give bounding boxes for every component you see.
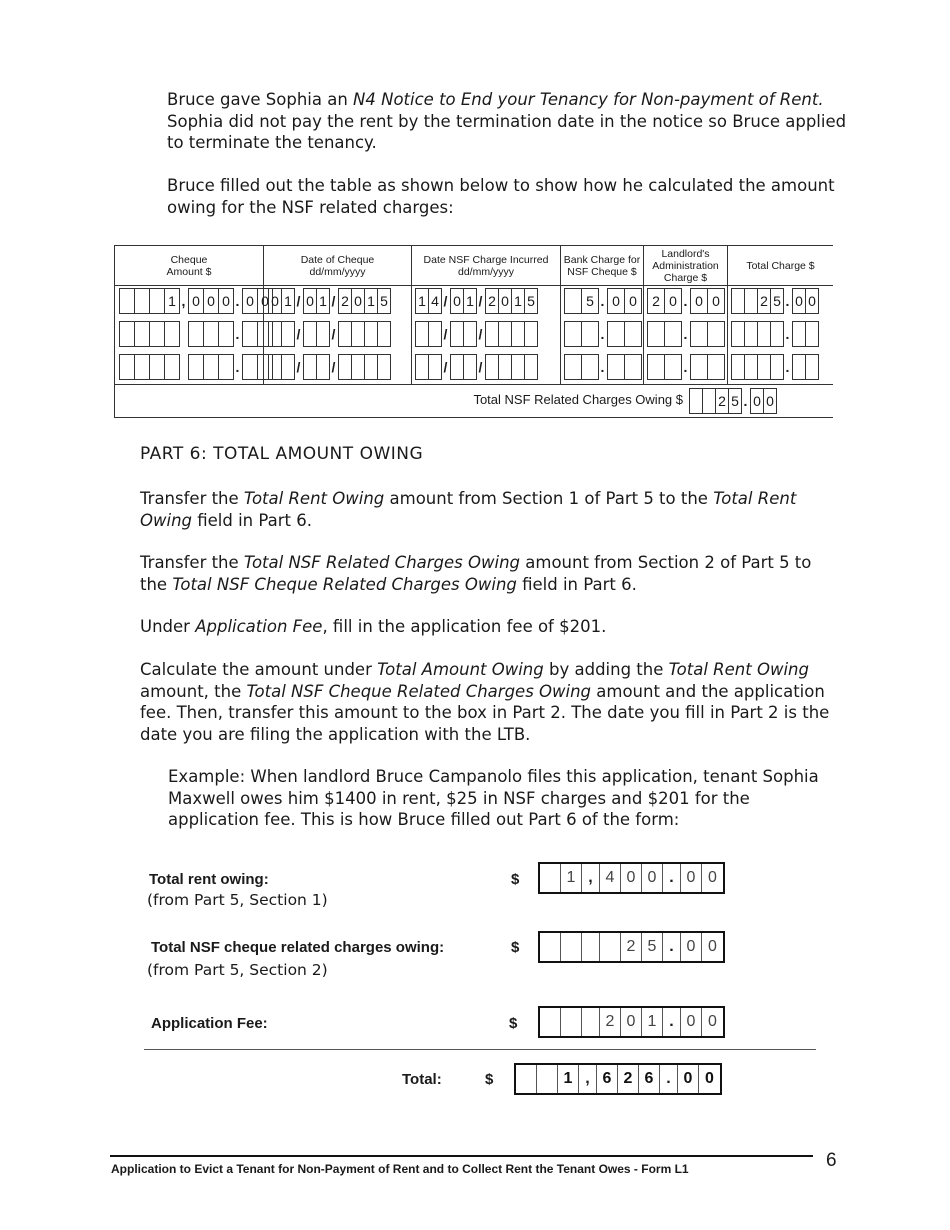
date-of-cheque-digit-box[interactable]: [377, 354, 391, 380]
admin-charge-digit-box[interactable]: 0: [690, 288, 708, 314]
rent-owing-digit-box[interactable]: [540, 864, 561, 892]
total-amount-digit-box[interactable]: [516, 1065, 537, 1093]
bank-charge-digit-box[interactable]: [624, 354, 642, 380]
nsf-row-3-admin-charge[interactable]: [647, 354, 724, 380]
application-fee-separator: [582, 1008, 600, 1036]
rent-owing-digit-box[interactable]: 0: [681, 864, 702, 892]
part6-paragraph-4: Calculate the amount under Total Amount Owing by adding the Total Rent Owing amount, the Total NSF Cheque Related Charges Owing amount and the application fee. Then, transfer this amount to the box in Part 2. The date you fill in Part 2 is the date you are filing the application with the LTB.: [140, 660, 830, 744]
cheque-amount-digit-box[interactable]: 0: [203, 288, 219, 314]
admin-charge-digit-box[interactable]: [690, 321, 708, 347]
rent-dollar-sign: $: [511, 871, 520, 888]
total-charge-separator: .: [785, 293, 790, 309]
admin-charge-digit-box[interactable]: [664, 354, 682, 380]
date-of-cheque-digit-box[interactable]: [281, 354, 295, 380]
bank-charge-digit-box[interactable]: [607, 354, 625, 380]
total-charge-separator: .: [785, 359, 790, 375]
nsf-row-1-total-charge[interactable]: [731, 288, 818, 314]
intro-text: Bruce gave Sophia an: [167, 90, 354, 109]
application-fee-label: Application Fee:: [151, 1015, 268, 1032]
intro-paragraph-1: [167, 89, 847, 154]
date-nsf-charge-digit-box[interactable]: [428, 321, 442, 347]
bank-charge-digit-box[interactable]: [624, 321, 642, 347]
admin-charge-digit-box[interactable]: 2: [647, 288, 665, 314]
bank-charge-separator: .: [600, 293, 605, 309]
rent-owing-digit-box[interactable]: 0: [621, 864, 642, 892]
part6-paragraph-1: Transfer the Total Rent Owing amount from Section 1 of Part 5 to the Total Rent Owing field in Part 6.: [140, 489, 797, 530]
date-of-cheque-digit-box[interactable]: 0: [351, 288, 365, 314]
total-amount-digit-box[interactable]: [537, 1065, 558, 1093]
part6-paragraph-3: Under Application Fee, fill in the application fee of $201.: [140, 617, 607, 636]
cheque-amount-digit-box[interactable]: 0: [257, 288, 273, 314]
header-date-of-cheque: Date of Cheque dd/mm/yyyy: [264, 246, 412, 286]
date-nsf-charge-digit-box[interactable]: [463, 354, 477, 380]
date-of-cheque-separator: /: [296, 359, 301, 375]
bank-charge-digit-box[interactable]: [607, 321, 625, 347]
total-charge-separator: .: [785, 326, 790, 342]
date-of-cheque-digit-box[interactable]: [377, 321, 391, 347]
rent-owing-digit-box[interactable]: 0: [642, 864, 663, 892]
bank-charge-digit-box[interactable]: [581, 321, 599, 347]
nsf-owing-digit-box[interactable]: [561, 933, 582, 961]
date-nsf-charge-digit-box[interactable]: 0: [498, 288, 512, 314]
total-label: Total:: [402, 1071, 442, 1088]
date-of-cheque-digit-box[interactable]: [351, 354, 365, 380]
cheque-amount-digit-box[interactable]: [203, 321, 219, 347]
date-of-cheque-digit-box[interactable]: [351, 321, 365, 347]
admin-charge-digit-box[interactable]: [647, 354, 665, 380]
example-paragraph: Example: When landlord Bruce Campanolo files this application, tenant Sophia Maxwell owes him $1400 in rent, $25 in NSF charges and $201 for the application fee. This is how Bruce filled out Part 6 of the form:: [168, 767, 819, 829]
bank-charge-separator: .: [600, 326, 605, 342]
date-nsf-charge-digit-box[interactable]: [415, 321, 429, 347]
total-amount-digit-box[interactable]: 0: [705, 1070, 714, 1087]
nsf-owing-separator: .: [663, 933, 681, 961]
application-fee-separator: .: [663, 1008, 681, 1036]
cheque-amount-digit-box[interactable]: [134, 288, 150, 314]
cheque-amount-digit-box[interactable]: [218, 321, 234, 347]
date-nsf-charge-digit-box[interactable]: [524, 321, 538, 347]
cheque-amount-separator: [179, 354, 188, 380]
date-of-cheque-digit-box[interactable]: 5: [377, 288, 391, 314]
cheque-amount-digit-box[interactable]: [134, 354, 150, 380]
cheque-amount-digit-box[interactable]: [188, 321, 204, 347]
nsf-row-1-date-nsf-charge[interactable]: [415, 288, 537, 314]
nsf-charges-table: [114, 245, 833, 418]
cheque-amount-digit-box[interactable]: [188, 354, 204, 380]
total-amount-separator: ,: [579, 1065, 597, 1093]
nsf-row-3-date-nsf-charge[interactable]: [415, 354, 537, 380]
rent-owing-separator: ,: [582, 864, 600, 892]
date-nsf-charge-digit-box[interactable]: [511, 321, 525, 347]
admin-charge-digit-box[interactable]: 0: [707, 288, 725, 314]
total-charge-digit-box[interactable]: 0: [792, 288, 806, 314]
total-nsf-separator: .: [743, 393, 748, 409]
total-nsf-digit-box[interactable]: 0: [750, 388, 764, 414]
admin-charge-digit-box[interactable]: 0: [664, 288, 682, 314]
nsf-row-2-admin-charge[interactable]: [647, 321, 724, 347]
date-nsf-charge-separator: /: [443, 326, 448, 342]
nsf-owing-digit-box[interactable]: 5: [642, 933, 663, 961]
total-amount-digit-box[interactable]: 2: [618, 1065, 639, 1093]
total-nsf-label: Total NSF Related Charges Owing $: [473, 392, 683, 407]
rent-owing-label: Total rent owing:: [149, 871, 269, 888]
date-nsf-charge-digit-box[interactable]: [524, 354, 538, 380]
date-of-cheque-digit-box[interactable]: [338, 321, 352, 347]
date-nsf-charge-digit-box[interactable]: [511, 354, 525, 380]
rent-owing-digit-box[interactable]: 4: [600, 864, 621, 892]
date-nsf-charge-digit-box[interactable]: [463, 321, 477, 347]
fee-dollar-sign: $: [509, 1015, 518, 1032]
cheque-amount-digit-box[interactable]: [119, 354, 135, 380]
nsf-row-1-date-of-cheque[interactable]: [268, 288, 390, 314]
nsf-row-3-date-of-cheque[interactable]: [268, 354, 390, 380]
nsf-owing-sublabel: (from Part 5, Section 2): [147, 961, 328, 979]
total-charge-digit-box[interactable]: [731, 321, 745, 347]
bank-charge-digit-box[interactable]: [564, 354, 582, 380]
nsf-row-3-bank-charge[interactable]: [564, 354, 641, 380]
date-of-cheque-digit-box[interactable]: 1: [316, 288, 330, 314]
total-nsf-digit-box[interactable]: [689, 388, 703, 414]
date-nsf-charge-digit-box[interactable]: [428, 354, 442, 380]
date-of-cheque-digit-box[interactable]: [303, 321, 317, 347]
admin-charge-separator: .: [683, 359, 688, 375]
date-nsf-charge-digit-box[interactable]: [485, 354, 499, 380]
date-of-cheque-digit-box[interactable]: 2: [338, 288, 352, 314]
header-total-charge: Total Charge $: [728, 246, 833, 286]
total-charge-digit-box[interactable]: [805, 321, 819, 347]
nsf-dollar-sign: $: [511, 939, 520, 956]
date-nsf-charge-digit-box[interactable]: 1: [415, 288, 429, 314]
total-amount-digit-box[interactable]: 0: [678, 1065, 699, 1093]
total-nsf-digit-box[interactable]: 0: [763, 388, 777, 414]
cheque-amount-digit-box[interactable]: 0: [188, 288, 204, 314]
cheque-amount-digit-box[interactable]: [164, 354, 180, 380]
total-amount-digit-box[interactable]: 6: [597, 1065, 618, 1093]
date-nsf-charge-digit-box[interactable]: [450, 321, 464, 347]
cheque-amount-digit-box[interactable]: [203, 354, 219, 380]
date-nsf-charge-separator: /: [478, 359, 483, 375]
cheque-amount-digit-box[interactable]: [164, 321, 180, 347]
date-nsf-charge-digit-box[interactable]: 1: [463, 288, 477, 314]
header-cheque-amount: Cheque Amount $: [115, 246, 264, 286]
cheque-amount-digit-box[interactable]: 0: [218, 288, 234, 314]
total-charge-digit-box[interactable]: [770, 321, 784, 347]
cheque-amount-digit-box[interactable]: 1: [164, 288, 180, 314]
nsf-owing-digit-box[interactable]: 0: [681, 933, 702, 961]
cheque-amount-digit-box[interactable]: [242, 321, 258, 347]
bank-charge-digit-box[interactable]: 5: [581, 288, 599, 314]
nsf-row-2-cheque-amount[interactable]: [119, 321, 272, 347]
total-charge-digit-box[interactable]: [731, 354, 745, 380]
cheque-amount-digit-box[interactable]: [134, 321, 150, 347]
date-of-cheque-digit-box[interactable]: [338, 354, 352, 380]
date-nsf-charge-separator: /: [478, 326, 483, 342]
nsf-row-1-bank-charge[interactable]: [564, 288, 641, 314]
header-bank-charge: Bank Charge for NSF Cheque $: [561, 246, 644, 286]
nsf-row-2-total-charge[interactable]: [731, 321, 818, 347]
cheque-amount-digit-box[interactable]: [119, 288, 135, 314]
total-amount-boxes[interactable]: [514, 1063, 722, 1095]
page-number: 6: [826, 1150, 837, 1171]
admin-charge-separator: .: [683, 326, 688, 342]
nsf-row-3-total-charge[interactable]: [731, 354, 818, 380]
rent-owing-separator: .: [663, 864, 681, 892]
nsf-owing-label: Total NSF cheque related charges owing:: [151, 939, 445, 956]
part6-heading: PART 6: TOTAL AMOUNT OWING: [140, 444, 424, 464]
date-nsf-charge-digit-box[interactable]: 4: [428, 288, 442, 314]
cheque-amount-digit-box[interactable]: 0: [242, 288, 258, 314]
intro-text: Sophia did not pay the rent by the termination date in the notice so Bruce applied to terminate the tenancy.: [167, 111, 847, 152]
cheque-amount-separator: [179, 321, 188, 347]
cheque-amount-separator: ,: [181, 293, 186, 309]
total-nsf-digit-box[interactable]: [702, 388, 716, 414]
nsf-owing-digit-box[interactable]: [600, 933, 621, 961]
total-charge-digit-box[interactable]: [757, 321, 771, 347]
rent-owing-digit-box[interactable]: 0: [708, 869, 717, 886]
date-of-cheque-digit-box[interactable]: [268, 354, 282, 380]
nsf-owing-digit-box[interactable]: 0: [708, 938, 717, 955]
bank-charge-digit-box[interactable]: [564, 321, 582, 347]
date-nsf-charge-digit-box[interactable]: 5: [524, 288, 538, 314]
nsf-owing-boxes[interactable]: [538, 931, 725, 963]
date-of-cheque-separator: /: [331, 293, 336, 309]
header-admin-charge: Landlord's Administration Charge $: [644, 246, 728, 286]
nsf-row-2-bank-charge[interactable]: [564, 321, 641, 347]
nsf-owing-digit-box[interactable]: 2: [621, 933, 642, 961]
rent-owing-digit-box[interactable]: 1: [561, 864, 582, 892]
cheque-amount-digit-box[interactable]: [218, 354, 234, 380]
total-charge-digit-box[interactable]: [792, 321, 806, 347]
application-fee-boxes[interactable]: [538, 1006, 725, 1038]
date-of-cheque-digit-box[interactable]: 0: [303, 288, 317, 314]
date-nsf-charge-separator: /: [478, 293, 483, 309]
cheque-amount-separator: .: [235, 293, 240, 309]
total-charge-digit-box[interactable]: [744, 288, 758, 314]
total-charge-digit-box[interactable]: 5: [770, 288, 784, 314]
date-nsf-charge-digit-box[interactable]: 1: [511, 288, 525, 314]
cheque-amount-digit-box[interactable]: [149, 288, 165, 314]
date-of-cheque-digit-box[interactable]: [281, 321, 295, 347]
date-of-cheque-digit-box[interactable]: 0: [268, 288, 282, 314]
admin-charge-separator: .: [683, 293, 688, 309]
bank-charge-digit-box[interactable]: [581, 354, 599, 380]
footer-title: Application to Evict a Tenant for Non-Payment of Rent and to Collect Rent the Tenant Owes - Form L1: [111, 1162, 689, 1176]
total-charge-digit-box[interactable]: [744, 321, 758, 347]
total-divider: [144, 1049, 816, 1050]
total-amount-digit-box[interactable]: 6: [639, 1065, 660, 1093]
bank-charge-digit-box[interactable]: [564, 288, 582, 314]
date-nsf-charge-digit-box[interactable]: [498, 321, 512, 347]
date-of-cheque-separator: /: [296, 326, 301, 342]
cheque-amount-separator: .: [235, 359, 240, 375]
date-of-cheque-digit-box[interactable]: [316, 321, 330, 347]
total-dollar-sign: $: [485, 1071, 494, 1088]
total-charge-digit-box[interactable]: [757, 354, 771, 380]
date-nsf-charge-digit-box[interactable]: [450, 354, 464, 380]
admin-charge-digit-box[interactable]: [647, 321, 665, 347]
total-charge-digit-box[interactable]: [805, 354, 819, 380]
nsf-row-2-date-nsf-charge[interactable]: [415, 321, 537, 347]
date-nsf-charge-digit-box[interactable]: [485, 321, 499, 347]
total-nsf-digit-box[interactable]: 2: [715, 388, 729, 414]
application-fee-digit-box[interactable]: [561, 1008, 582, 1036]
nsf-row-1-cheque-amount[interactable]: [119, 288, 272, 314]
nsf-owing-separator: [582, 933, 600, 961]
application-fee-digit-box[interactable]: 1: [642, 1008, 663, 1036]
admin-charge-digit-box[interactable]: [664, 321, 682, 347]
total-charge-digit-box[interactable]: [744, 354, 758, 380]
part6-paragraph-2: Transfer the Total NSF Related Charges Owing amount from Section 2 of Part 5 to the Total NSF Cheque Related Charges Owing field in Part 6.: [140, 553, 812, 594]
date-of-cheque-digit-box[interactable]: [364, 321, 378, 347]
nsf-owing-digit-box[interactable]: [540, 933, 561, 961]
example-label: Example:: [168, 767, 246, 786]
date-nsf-charge-separator: /: [443, 293, 448, 309]
nsf-row-1-admin-charge[interactable]: [647, 288, 724, 314]
date-of-cheque-digit-box[interactable]: [303, 354, 317, 380]
application-fee-digit-box[interactable]: [540, 1008, 561, 1036]
total-nsf-boxes[interactable]: [689, 388, 776, 414]
date-of-cheque-separator: /: [331, 359, 336, 375]
admin-charge-digit-box[interactable]: [690, 354, 708, 380]
application-fee-digit-box[interactable]: 2: [600, 1008, 621, 1036]
date-of-cheque-separator: /: [331, 326, 336, 342]
bank-charge-separator: .: [600, 359, 605, 375]
n4-notice-title: N4 Notice to End your Tenancy for Non-payment of Rent.: [353, 90, 824, 109]
cheque-amount-digit-box[interactable]: [242, 354, 258, 380]
total-amount-digit-box[interactable]: 1: [558, 1065, 579, 1093]
date-nsf-charge-digit-box[interactable]: 0: [450, 288, 464, 314]
admin-charge-digit-box[interactable]: [707, 354, 725, 380]
header-date-nsf-charge: Date NSF Charge Incurred dd/mm/yyyy: [412, 246, 561, 286]
total-charge-digit-box[interactable]: 2: [757, 288, 771, 314]
cheque-amount-separator: .: [235, 326, 240, 342]
total-charge-digit-box[interactable]: [770, 354, 784, 380]
cheque-amount-digit-box[interactable]: [149, 321, 165, 347]
application-fee-digit-box[interactable]: 0: [621, 1008, 642, 1036]
cheque-amount-digit-box[interactable]: [119, 321, 135, 347]
date-nsf-charge-digit-box[interactable]: [498, 354, 512, 380]
date-of-cheque-digit-box[interactable]: 1: [364, 288, 378, 314]
total-charge-digit-box[interactable]: [731, 288, 745, 314]
intro-paragraph-2: Bruce filled out the table as shown below to show how he calculated the amount owing for the NSF related charges:: [167, 176, 835, 217]
nsf-row-3-cheque-amount[interactable]: [119, 354, 272, 380]
date-of-cheque-digit-box[interactable]: [316, 354, 330, 380]
application-fee-digit-box[interactable]: 0: [708, 1013, 717, 1030]
total-charge-digit-box[interactable]: 0: [805, 288, 819, 314]
bank-charge-digit-box[interactable]: 0: [624, 288, 642, 314]
date-nsf-charge-separator: /: [443, 359, 448, 375]
admin-charge-digit-box[interactable]: [707, 321, 725, 347]
total-amount-separator: .: [660, 1065, 678, 1093]
application-fee-digit-box[interactable]: 0: [681, 1008, 702, 1036]
footer-divider: [110, 1155, 813, 1157]
date-nsf-charge-digit-box[interactable]: 2: [485, 288, 499, 314]
date-of-cheque-separator: /: [296, 293, 301, 309]
date-of-cheque-digit-box[interactable]: 1: [281, 288, 295, 314]
bank-charge-digit-box[interactable]: 0: [607, 288, 625, 314]
total-charge-digit-box[interactable]: [792, 354, 806, 380]
rent-owing-boxes[interactable]: [538, 862, 725, 894]
cheque-amount-digit-box[interactable]: [149, 354, 165, 380]
nsf-row-2-date-of-cheque[interactable]: [268, 321, 390, 347]
date-nsf-charge-digit-box[interactable]: [415, 354, 429, 380]
rent-owing-sublabel: (from Part 5, Section 1): [147, 891, 328, 909]
date-of-cheque-digit-box[interactable]: [364, 354, 378, 380]
date-of-cheque-digit-box[interactable]: [268, 321, 282, 347]
total-nsf-digit-box[interactable]: 5: [728, 388, 742, 414]
